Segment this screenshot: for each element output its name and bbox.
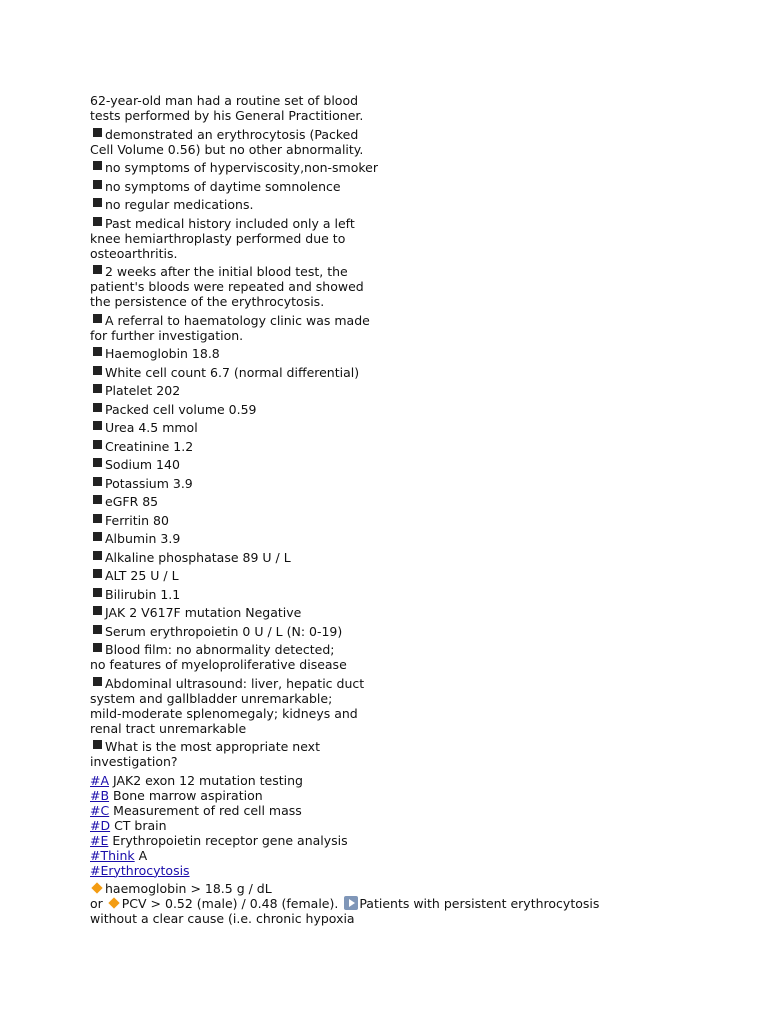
case-bullets [90,127,750,770]
bullet-text: no features of myeloproliferative disease [90,657,347,672]
intro-line-1: 62-year-old man had a routine set of blood [90,93,359,108]
think-hashtag-link[interactable]: #Think [90,847,135,863]
bullet-item [90,365,750,380]
bullet-text: Sodium 140 [105,457,180,472]
bullet-text: What is the most appropriate next [105,739,320,754]
square-bullet-icon [93,643,102,652]
option-text: JAK2 exon 12 mutation testing [109,772,303,788]
bullet-item [90,587,750,602]
bullet-item [90,568,750,583]
bullet-item [90,160,750,175]
bullet-item [90,127,750,157]
option-hashtag-link[interactable]: #D [90,817,111,833]
square-bullet-icon [93,384,102,393]
bullet-text: patient's bloods were repeated and showed [90,279,364,294]
square-bullet-icon [93,366,102,375]
intro-paragraph [90,93,750,123]
bullet-text: 2 weeks after the initial blood test, the [105,264,348,279]
square-bullet-icon [93,161,102,170]
bullet-text: A referral to haematology clinic was made [105,312,370,328]
square-bullet-icon [93,588,102,597]
bullet-item [90,605,750,620]
option-text: Erythropoietin receptor gene analysis [108,832,348,848]
bullet-text: Abdominal ultrasound: liver, hepatic duct [105,675,365,691]
hypoxia-text: without a clear cause (i.e. chronic hypoxia [90,911,355,926]
bullet-item [90,439,750,454]
bullet-text: Blood film: no abnormality detected; [105,642,335,657]
intro-line-2: tests performed by his General Practitioner. [90,108,364,123]
topic-line [90,863,750,878]
bullet-text: the persistence of the erythrocytosis. [90,294,325,309]
bullet-text: no regular medications. [105,197,254,212]
square-bullet-icon [93,198,102,207]
bullet-text: Ferritin 80 [105,512,169,528]
bullet-item [90,642,750,672]
hb-criterion: haemoglobin > 18.5 g / dL [105,881,272,896]
option-text: Measurement of red cell mass [109,802,302,818]
document-body [90,93,750,926]
square-bullet-icon [93,421,102,430]
square-bullet-icon [93,495,102,504]
bullet-text: mild-moderate splenomegaly; kidneys and [90,705,358,721]
bullet-text: demonstrated an erythrocytosis (Packed [105,126,359,142]
criteria-line-2 [90,896,750,911]
bullet-item [90,264,750,309]
think-line [90,848,750,863]
bullet-text: Alkaline phosphatase 89 U / L [105,549,291,565]
square-bullet-icon [93,569,102,578]
bullet-item [90,346,750,361]
bullet-item [90,216,750,261]
square-bullet-icon [93,606,102,615]
bullet-text: Haemoglobin 18.8 [105,346,220,361]
square-bullet-icon [93,347,102,356]
orange-diamond-icon [91,882,102,893]
answer-option [90,788,750,803]
square-bullet-icon [93,403,102,412]
bullet-text: Potassium 3.9 [105,475,193,491]
bullet-text: knee hemiarthroplasty performed due to [90,230,346,246]
square-bullet-icon [93,740,102,749]
bullet-text: Serum erythropoietin 0 U / L (N: 0-19) [105,623,343,639]
answer-option [90,773,750,788]
bullet-item [90,179,750,194]
bullet-text: investigation? [90,754,178,769]
bullet-text: JAK 2 V617F mutation Negative [105,605,302,620]
criteria-line-3 [90,911,750,926]
square-bullet-icon [93,532,102,541]
bullet-text: renal tract unremarkable [90,720,247,736]
bullet-text: eGFR 85 [105,494,159,509]
bullet-item [90,383,750,398]
bullet-item [90,624,750,639]
answer-option [90,803,750,818]
option-hashtag-link[interactable]: #A [90,772,110,788]
square-bullet-icon [93,458,102,467]
bullet-text: Creatinine 1.2 [105,438,194,454]
square-bullet-icon [93,514,102,523]
bullet-text: no symptoms of daytime somnolence [105,178,341,194]
square-bullet-icon [93,477,102,486]
square-bullet-icon [93,265,102,274]
square-bullet-icon [93,677,102,686]
bullet-text: system and gallbladder unremarkable; [90,690,333,706]
square-bullet-icon [93,551,102,560]
bullet-item [90,313,750,343]
option-hashtag-link[interactable]: #C [90,802,110,818]
bullet-item [90,513,750,528]
square-bullet-icon [93,217,102,226]
answer-option [90,818,750,833]
erythrocytosis-hashtag-link[interactable]: #Erythrocytosis [90,862,190,878]
orange-diamond-icon [108,897,119,908]
square-bullet-icon [93,625,102,634]
think-answer: A [134,847,148,863]
bullet-text: no symptoms of hyperviscosity,non-smoker [105,160,379,175]
bullet-item [90,494,750,509]
square-bullet-icon [93,440,102,449]
answer-options [90,773,750,848]
bullet-text: Past medical history included only a left [105,215,355,231]
option-text: CT brain [110,817,167,833]
bullet-text: White cell count 6.7 (normal differential) [105,364,360,380]
bullet-text: Bilirubin 1.1 [105,586,181,602]
persistent-erythrocytosis-text: Patients with persistent erythrocytosis [359,896,600,911]
bullet-item [90,197,750,212]
bullet-item [90,739,750,769]
bullet-text: Cell Volume 0.56) but no other abnormality. [90,141,364,157]
play-icon [344,896,358,910]
bullet-item [90,476,750,491]
bullet-text: Platelet 202 [105,383,181,398]
or-prefix: or [90,896,107,911]
answer-option [90,833,750,848]
bullet-item [90,550,750,565]
bullet-text: Albumin 3.9 [105,531,181,546]
bullet-item [90,420,750,435]
option-hashtag-link[interactable]: #B [90,787,110,803]
bullet-item [90,402,750,417]
criteria-line-1 [90,881,750,896]
bullet-item [90,531,750,546]
bullet-item [90,457,750,472]
bullet-text: for further investigation. [90,327,244,343]
square-bullet-icon [93,314,102,323]
bullet-text: Urea 4.5 mmol [105,420,198,435]
bullet-item [90,676,750,736]
bullet-text: osteoarthritis. [90,245,178,261]
option-hashtag-link[interactable]: #E [90,832,109,848]
pcv-criterion: PCV > 0.52 (male) / 0.48 (female). [121,896,343,911]
bullet-text: ALT 25 U / L [105,568,179,583]
bullet-text: Packed cell volume 0.59 [105,401,257,417]
option-text: Bone marrow aspiration [109,787,263,803]
square-bullet-icon [93,180,102,189]
square-bullet-icon [93,128,102,137]
